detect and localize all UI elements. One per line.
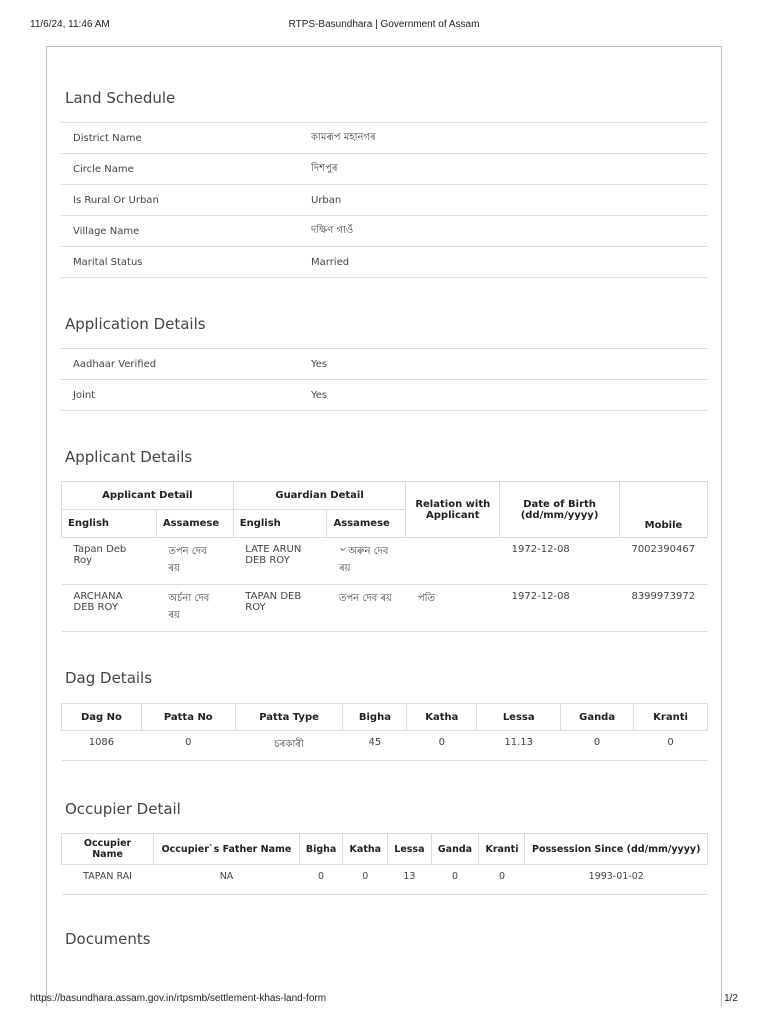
column-header: Kranti xyxy=(634,704,708,731)
guardian-assamese-header: Assamese xyxy=(327,510,406,538)
print-timestamp: 11/6/24, 11:46 AM xyxy=(30,19,110,30)
table-row xyxy=(61,349,708,380)
table-row xyxy=(62,585,708,632)
application-details-title: Application Details xyxy=(65,315,206,333)
table-row xyxy=(61,216,708,247)
applicant-name-english: ARCHANA DEB ROY xyxy=(62,585,157,632)
column-header: Possession Since (dd/mm/yyyy) xyxy=(525,834,708,865)
column-header: Patta Type xyxy=(235,704,343,731)
row-value: দক্ষিণ গাওঁ xyxy=(299,216,708,247)
table-row xyxy=(61,247,708,278)
table-row xyxy=(62,731,708,761)
table-row xyxy=(61,154,708,185)
column-header: Bigha xyxy=(343,704,407,731)
applicant-details-table xyxy=(61,481,708,632)
table-cell: 0 xyxy=(343,865,388,895)
applicant-name-assamese: অৰ্চনা দেব ৰয় xyxy=(156,585,233,632)
column-header: Patta No xyxy=(141,704,235,731)
column-header: Bigha xyxy=(299,834,342,865)
guardian-name-english: TAPAN DEB ROY xyxy=(233,585,327,632)
applicant-name-assamese: তপন দেব ৰয় xyxy=(156,538,233,585)
print-url: https://basundhara.assam.gov.in/rtpsmb/settlement-khas-land-form xyxy=(30,993,327,1004)
relation-header: Relation with Applicant xyxy=(406,482,500,538)
column-header: Dag No xyxy=(62,704,142,731)
dob-value: 1972-12-08 xyxy=(500,538,620,585)
dag-details-table xyxy=(61,703,708,761)
row-value: Urban xyxy=(299,185,708,216)
column-header: Occupier`s Father Name xyxy=(154,834,300,865)
column-header: Katha xyxy=(407,704,477,731)
row-value: Yes xyxy=(299,380,708,411)
column-header: Kranti xyxy=(479,834,525,865)
mobile-header: Mobile xyxy=(619,482,707,538)
table-cell: 0 xyxy=(431,865,479,895)
page-number: 1/2 xyxy=(724,993,738,1004)
mobile-value: 7002390467 xyxy=(619,538,707,585)
occupier-detail-table xyxy=(61,833,708,895)
row-value: কামৰূপ মহানগৰ xyxy=(299,123,708,154)
table-row xyxy=(62,865,708,895)
applicant-details-title: Applicant Details xyxy=(65,448,193,466)
table-row xyxy=(62,538,708,585)
table-cell: 0 xyxy=(141,731,235,761)
land-schedule-title: Land Schedule xyxy=(65,89,176,107)
relation-value: পতি xyxy=(406,585,500,632)
row-label: Marital Status xyxy=(61,247,299,278)
occupier-detail-title: Occupier Detail xyxy=(65,800,181,818)
table-row xyxy=(61,185,708,216)
table-cell: NA xyxy=(154,865,300,895)
print-page-title: RTPS-Basundhara | Government of Assam xyxy=(288,19,480,30)
table-row xyxy=(61,123,708,154)
application-details-table xyxy=(61,348,708,411)
column-header: Ganda xyxy=(561,704,634,731)
column-header: Occupier Name xyxy=(62,834,154,865)
row-label: District Name xyxy=(61,123,299,154)
table-cell: TAPAN RAI xyxy=(62,865,154,895)
applicant-assamese-header: Assamese xyxy=(156,510,233,538)
table-cell: 1993-01-02 xyxy=(525,865,708,895)
table-cell: 0 xyxy=(479,865,525,895)
guardian-detail-header: Guardian Detail xyxy=(233,482,406,510)
row-value: Yes xyxy=(299,349,708,380)
guardian-name-english: LATE ARUN DEB ROY xyxy=(233,538,327,585)
documents-title: Documents xyxy=(65,930,151,948)
guardian-name-assamese: তপন দেব ৰয় xyxy=(327,585,406,632)
relation-value xyxy=(406,538,500,585)
dob-value: 1972-12-08 xyxy=(500,585,620,632)
row-value: Married xyxy=(299,247,708,278)
table-cell: 0 xyxy=(634,731,708,761)
guardian-name-assamese: ৺ অৰুন দেব ৰয় xyxy=(327,538,406,585)
guardian-english-header: English xyxy=(233,510,327,538)
row-label: Aadhaar Verified xyxy=(61,349,299,380)
mobile-value: 8399973972 xyxy=(619,585,707,632)
print-header xyxy=(30,19,738,33)
row-label: Joint xyxy=(61,380,299,411)
table-cell: চৰকাৰী xyxy=(235,731,343,761)
dag-details-title: Dag Details xyxy=(65,669,153,687)
table-cell: 0 xyxy=(407,731,477,761)
column-header: Lessa xyxy=(388,834,431,865)
row-label: Is Rural Or Urban xyxy=(61,185,299,216)
row-label: Circle Name xyxy=(61,154,299,185)
applicant-name-english: Tapan Deb Roy xyxy=(62,538,157,585)
table-cell: 0 xyxy=(561,731,634,761)
dob-header: Date of Birth (dd/mm/yyyy) xyxy=(500,482,620,538)
table-cell: 13 xyxy=(388,865,431,895)
table-cell: 1086 xyxy=(62,731,142,761)
table-row xyxy=(61,380,708,411)
table-cell: 11.13 xyxy=(477,731,561,761)
row-value: দিশপুৰ xyxy=(299,154,708,185)
land-schedule-table xyxy=(61,122,708,278)
table-cell: 0 xyxy=(299,865,342,895)
row-label: Village Name xyxy=(61,216,299,247)
table-cell: 45 xyxy=(343,731,407,761)
print-footer xyxy=(30,993,738,1007)
column-header: Ganda xyxy=(431,834,479,865)
applicant-english-header: English xyxy=(62,510,157,538)
applicant-detail-header: Applicant Detail xyxy=(62,482,234,510)
column-header: Lessa xyxy=(477,704,561,731)
column-header: Katha xyxy=(343,834,388,865)
